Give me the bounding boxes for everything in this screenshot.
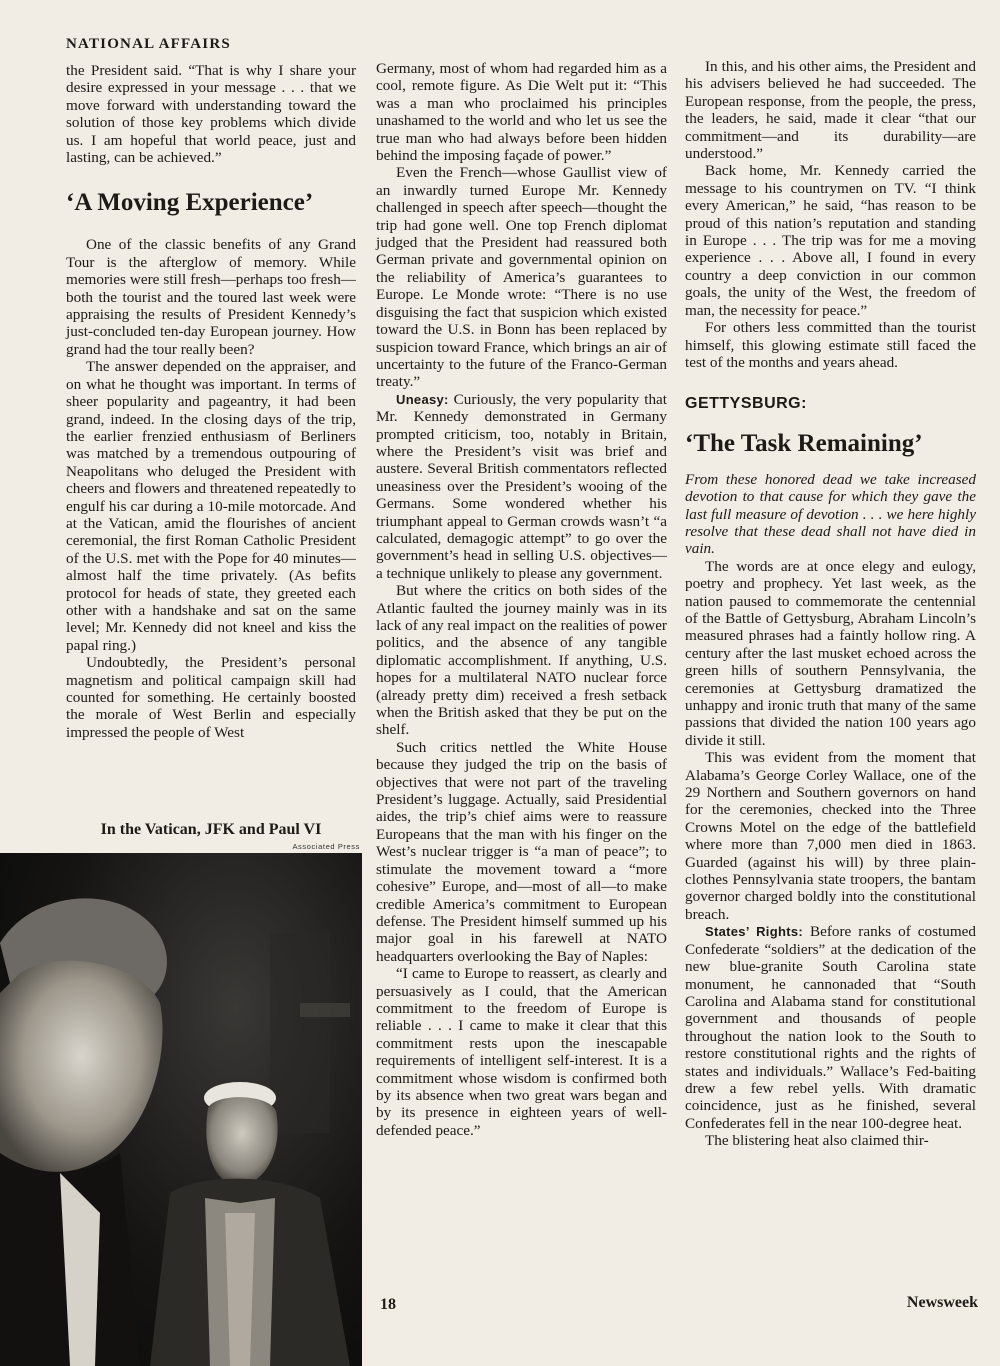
paragraph-text: Before ranks of costumed Confederate “soldiers” at the dedication of the new blue-granite South Carolina state monument, he cannonaded that “South Carolina and Alabama stand for constitutional government and thousands of people throughout the nation look to the South to restore constitutional rights and the rights of states and individuals.” Wallace’s Fed-baiting drew a few rebel yells. With dramatic coincidence, just as he finished, several Confederates fell in the near 100-degree heat. xyxy=(685,923,976,1132)
column-2 xyxy=(376,60,667,1139)
paragraph: Germany, most of whom had regarded him as a cool, remote figure. As Die Welt put it: “This was a man who proclaimed his principles unashamed to the world and who let us see the true man who had always before been hidden behind the imposing façade of power.” xyxy=(376,60,667,165)
section-label: NATIONAL AFFAIRS xyxy=(66,36,231,52)
photo-caption: In the Vatican, JFK and Paul VI xyxy=(100,821,322,838)
paragraph: For others less committed than the tourist himself, this glowing estimate still faced the test of the months and years ahead. xyxy=(685,319,976,371)
paragraph: the President said. “That is why I share your desire expressed in your message . . . that we move forward with understanding toward the solution of those key problems which divide us. I am hopeful that world peace, just and lasting, can be achieved.” xyxy=(66,62,356,167)
article-headline-moving-experience: ‘A Moving Experience’ xyxy=(66,189,314,217)
paragraph: Back home, Mr. Kennedy carried the message to his countrymen on TV. “I think every American,” he said, “has reason to be proud of this nation’s reputation and standing in Europe . . . The trip was for me a moving experience . . . Above all, I found in every country a deep conviction in our common goals, the unity of the West, the freedom of man, the necessity for peace.” xyxy=(685,162,976,319)
photo-illustration xyxy=(0,853,362,1366)
column-1 xyxy=(66,62,356,741)
page-number: 18 xyxy=(380,1296,396,1313)
runin-heading-uneasy: Uneasy: xyxy=(396,391,449,407)
paragraph: In this, and his other aims, the President and his advisers believed he had succeeded. The European response, from the people, the press, the leaders, he said, made it clear “that our commitment—and its durability—are understood.” xyxy=(685,58,976,163)
paragraph: The answer depended on the appraiser, and on what he thought was important. In terms of sheer popularity and pageantry, it had been grand, indeed. In the closing days of the trip, the earlier frenzied enthusiasm of Berliners was matched by a tremendous outpouring of Neapolitans who deluged the President with cheers and flowers and threatened repeatedly to engulf his car during a 10-mile motorcade. And at the Vatican, amid the flourishes of ancient ceremonial, the first Roman Catholic President of the U.S. met with the Pope for 40 minutes—almost half the time privately. (As befits protocol for heads of state, they greeted each other with a handshake and sat on the same level; Mr. Kennedy did not kneel and kiss the papal ring.) xyxy=(66,358,356,654)
paragraph xyxy=(685,923,976,1132)
paragraph: “I came to Europe to reassert, as clearly and persuasively as I could, that the American commitment to the freedom of Europe is reliable . . . I came to make it clear that this commitment rests upon the inescapable requirements of intelligent self-interest. It is a commitment whose wisdom is confirmed both by its absence when two great wars began and by its presence in eighteen years of well-defended peace.” xyxy=(376,965,667,1139)
paragraph-text: Curiously, the very popularity that Mr. Kennedy demonstrated in Germany prompted criticism, too, notably in Britain, where the President’s visit was brief and austere. Several British commentators reflected uneasiness over the President’s wooing of the Germans. Some wondered whether his triumphant appeal to German crowds wasn’t “a calculated, demagogic attempt” to go over the government’s head in selling U.S. objectives—a technique unlikely to please any government. xyxy=(376,390,667,582)
paragraph: This was evident from the moment that Alabama’s George Corley Wallace, one of the 29 Northern and Southern governors on hand for the ceremonies, checked into the Three Crowns Motel on the edge of the battlefield where more than 7,000 men died in 1863. Guarded (against his will) by three plain-clothes Pennsylvania state troopers, the bantam governor charged boldly into the constitutional breach. xyxy=(685,749,976,923)
paragraph: But where the critics on both sides of the Atlantic faulted the journey mainly was in its lack of any real impact on the realities of power politics, and the absence of any tangible diplomatic accomplishment. If anything, U.S. hopes for a multilateral NATO nuclear force (already pretty dim) received a fresh setback when the British asked that they be put on the shelf. xyxy=(376,582,667,739)
lincoln-quote: From these honored dead we take increased devotion to that cause for which they gave the last full measure of devotion . . . we here highly resolve that these dead shall not have died in vain. xyxy=(685,470,976,558)
paragraph: One of the classic benefits of any Grand Tour is the afterglow of memory. While memories were still fresh—perhaps too fresh—both the tourist and the toured last week were appraising the results of President Kennedy’s just-concluded ten-day European journey. How grand had the tour really been? xyxy=(66,236,356,358)
photo-credit: Associated Press xyxy=(292,842,360,851)
paragraph: Even the French—whose Gaullist view of an inwardly turned Europe Mr. Kennedy challenged in speech after speech—thought the trip had gone well. One top French diplomat judged that the President had reassured both German private and governmental opinion on the reliability of America’s guarantees to Europe. Le Monde wrote: “There is no use disguising the fact that suspicion which existed toward the U.S. in Bonn has been replaced by suspicion toward France, which brings an air of uncertainty to the future of the Franco-German treaty.” xyxy=(376,164,667,391)
runin-heading-states-rights: States’ Rights: xyxy=(705,924,803,940)
paragraph: Such critics nettled the White House because they judged the trip on the basis of objectives that were not part of the traveling President’s luggage. Actually, said Presidential aides, the trip’s chief aims were to reassure Europeans that the man with his finger on the West’s nuclear trigger is “a man of peace”; to stimulate the movement toward a “more cohesive” Europe, and—most of all—to make credible America’s commitment to European defense. The President himself summed up his major goal in his farewell at NATO headquarters overlooking the Bay of Naples: xyxy=(376,738,667,965)
photo-jfk-pope xyxy=(0,853,362,1366)
paragraph xyxy=(376,391,667,582)
column-3 xyxy=(685,58,976,1150)
paragraph: The words are at once elegy and eulogy, poetry and prophecy. Yet last week, as the nation paused to commemorate the centennial of the Battle of Gettysburg, Abraham Lincoln’s measured phrases had a faintly hollow ring. A century after the last musket echoed across the green hills of southern Pennsylvania, the ceremonies at Gettysburg dramatized the unhappy and ironic truth that many of the same passions that divided the nation 100 years ago divide it still. xyxy=(685,557,976,749)
publication-name: Newsweek xyxy=(906,1294,978,1311)
paragraph: The blistering heat also claimed thir- xyxy=(705,1132,929,1150)
section-tag-gettysburg: GETTYSBURG: xyxy=(685,395,807,413)
paragraph: Undoubtedly, the President’s personal magnetism and political campaign skill had counted for something. He certainly boosted the morale of West Berlin and especially impressed the people of West xyxy=(66,654,356,741)
article-headline-task-remaining: ‘The Task Remaining’ xyxy=(685,429,923,457)
